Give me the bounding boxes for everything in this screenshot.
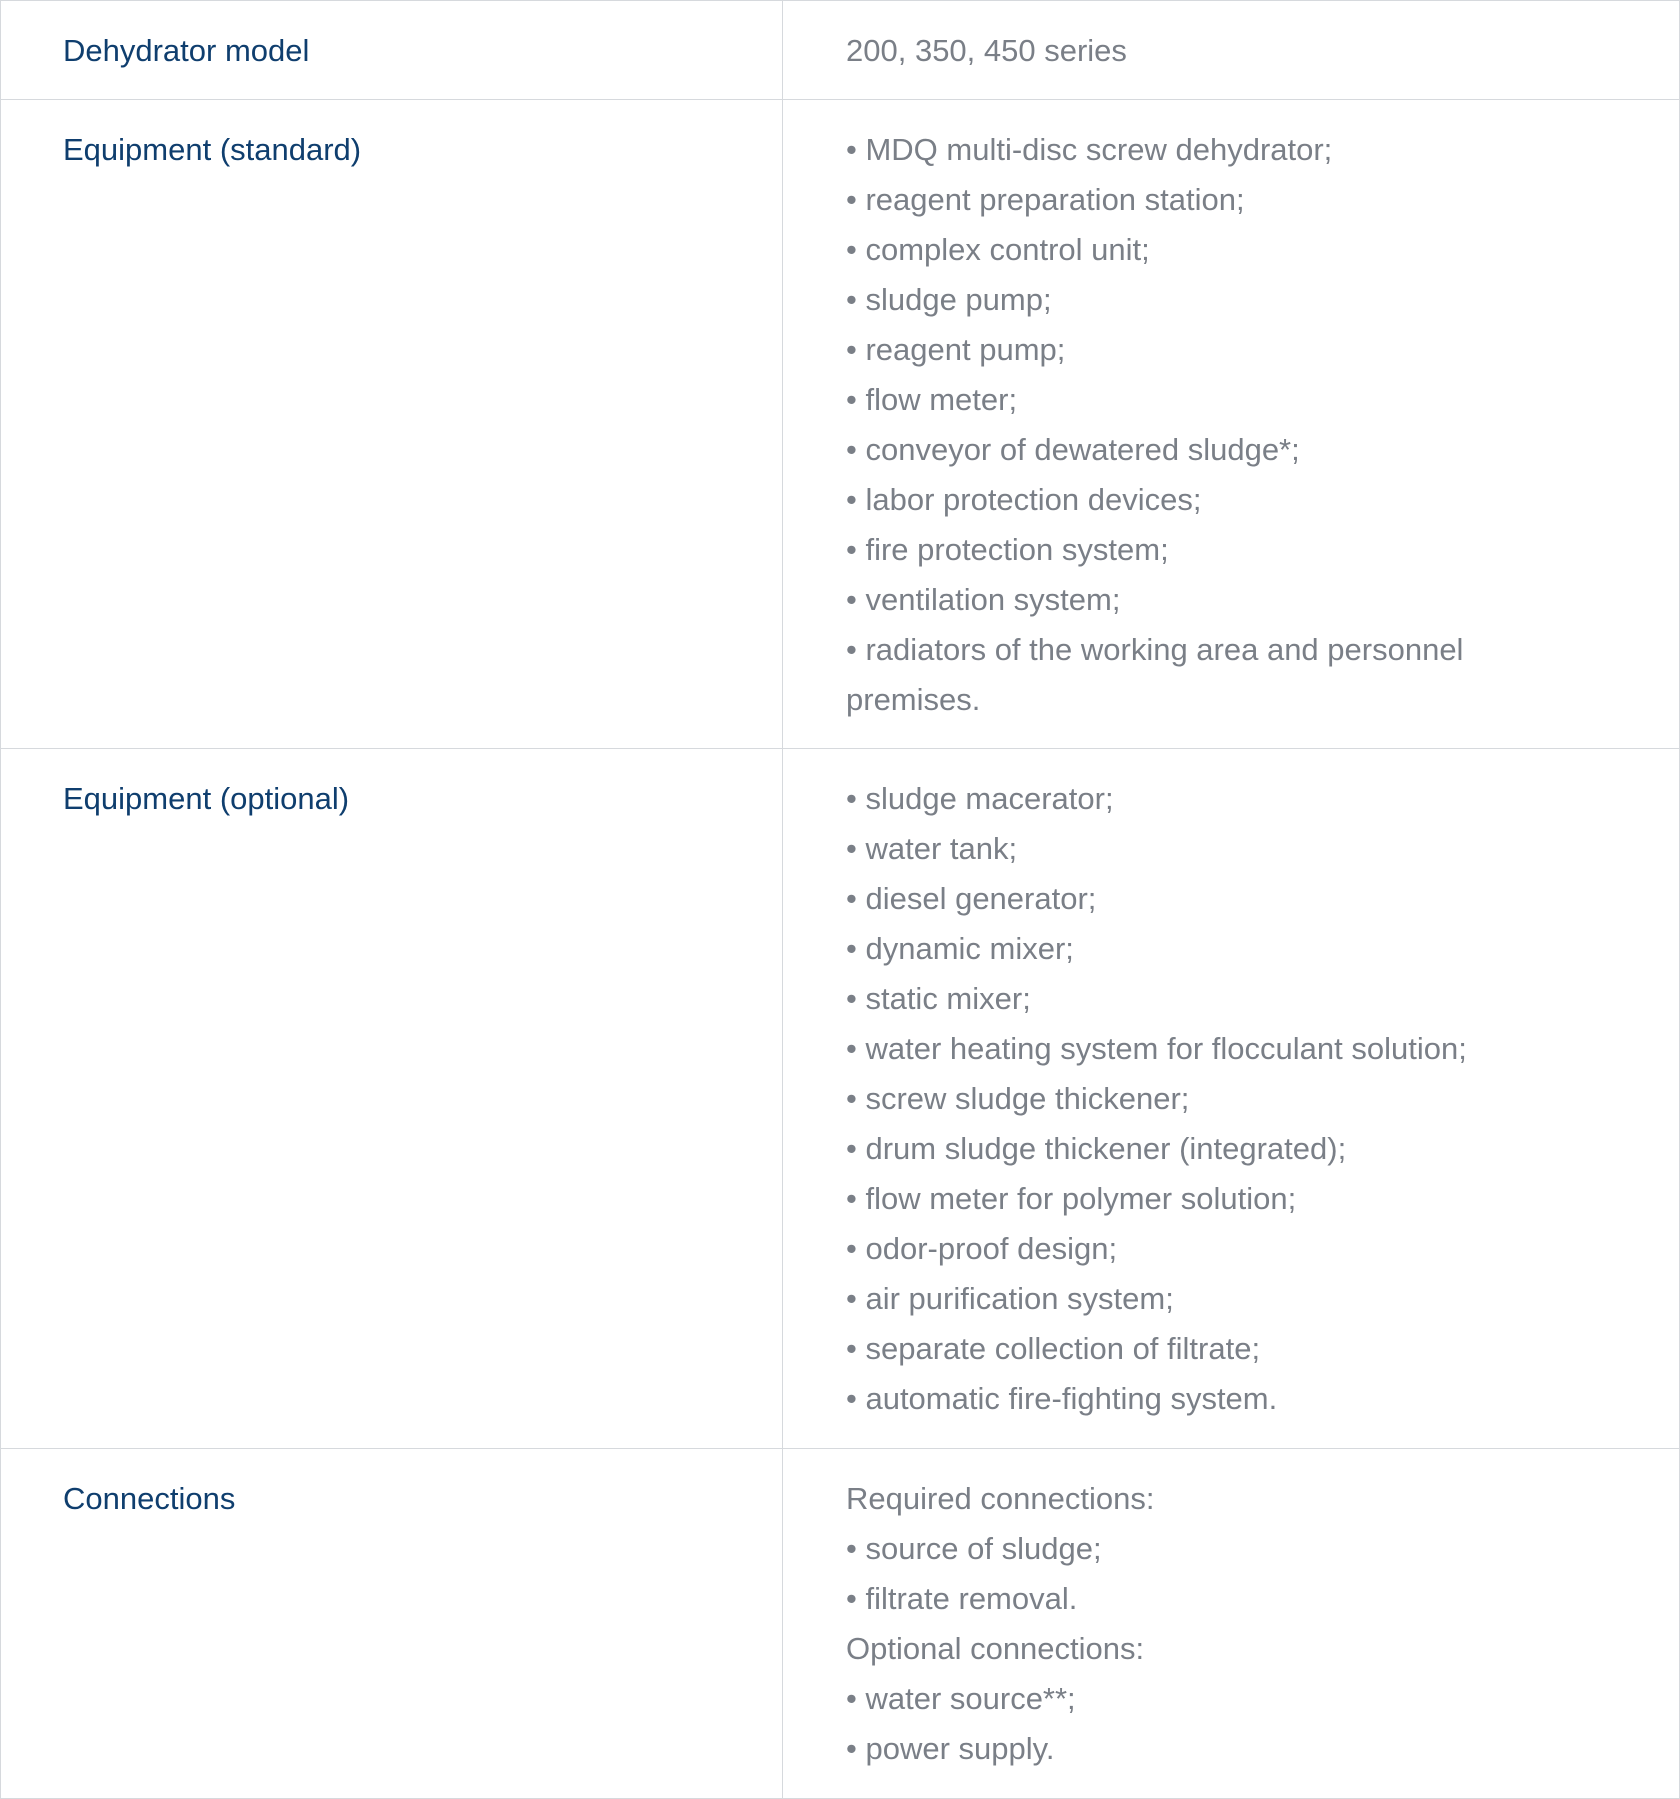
list-item: • water source**;: [846, 1681, 1076, 1716]
list-item: • odor-proof design;: [846, 1231, 1118, 1266]
value-cell: [783, 100, 1680, 749]
list-item: • sludge pump;: [846, 282, 1052, 317]
row-value: [783, 749, 1679, 1424]
row-value: [783, 1, 1679, 76]
list-item: • static mixer;: [846, 981, 1031, 1016]
label-cell: [1, 749, 783, 1449]
list-item: • water heating system for flocculant solution;: [846, 1031, 1467, 1066]
list-item: • diesel generator;: [846, 881, 1097, 916]
list-item-continuation: premises.: [846, 682, 981, 717]
list-item: • labor protection devices;: [846, 482, 1202, 517]
list-item: • separate collection of filtrate;: [846, 1331, 1261, 1366]
list-item: • flow meter for polymer solution;: [846, 1181, 1297, 1216]
list-item: • fire protection system;: [846, 532, 1169, 567]
label-cell: [1, 100, 783, 749]
label-cell: [1, 1, 783, 100]
row-label: Connections: [63, 1481, 236, 1516]
value-cell: [783, 749, 1680, 1449]
row-label: Equipment (standard): [63, 132, 362, 167]
list-item: • MDQ multi-disc screw dehydrator;: [846, 132, 1333, 167]
list-item: • sludge macerator;: [846, 781, 1114, 816]
list-item: • drum sludge thickener (integrated);: [846, 1131, 1347, 1166]
list-item: • power supply.: [846, 1731, 1055, 1766]
table-row-equipment-optional: [1, 749, 1680, 1449]
row-label: Equipment (optional): [63, 781, 350, 816]
list-item: • ventilation system;: [846, 582, 1121, 617]
table-row-connections: [1, 1449, 1680, 1799]
list-item: • flow meter;: [846, 382, 1018, 417]
row-value: [783, 100, 1679, 725]
list-item: • source of sludge;: [846, 1531, 1102, 1566]
list-item: • conveyor of dewatered sludge*;: [846, 432, 1300, 467]
list-item: • automatic fire-fighting system.: [846, 1381, 1278, 1416]
list-item: • reagent pump;: [846, 332, 1066, 367]
label-cell: [1, 1449, 783, 1799]
value-line: 200, 350, 450 series: [846, 33, 1127, 68]
list-item: • complex control unit;: [846, 232, 1150, 267]
subheading-required: Required connections:: [846, 1481, 1155, 1516]
list-item: • water tank;: [846, 831, 1018, 866]
table-row-dehydrator-model: [1, 1, 1680, 100]
table-row-equipment-standard: [1, 100, 1680, 749]
row-label: Dehydrator model: [63, 33, 310, 68]
row-value: [783, 1449, 1679, 1774]
list-item: • screw sludge thickener;: [846, 1081, 1190, 1116]
list-item: • dynamic mixer;: [846, 931, 1074, 966]
list-item: • reagent preparation station;: [846, 182, 1245, 217]
value-cell: [783, 1449, 1680, 1799]
list-item: • air purification system;: [846, 1281, 1174, 1316]
list-item: • radiators of the working area and personnel: [846, 632, 1464, 667]
value-cell: [783, 1, 1680, 100]
subheading-optional: Optional connections:: [846, 1631, 1145, 1666]
list-item: • filtrate removal.: [846, 1581, 1078, 1616]
